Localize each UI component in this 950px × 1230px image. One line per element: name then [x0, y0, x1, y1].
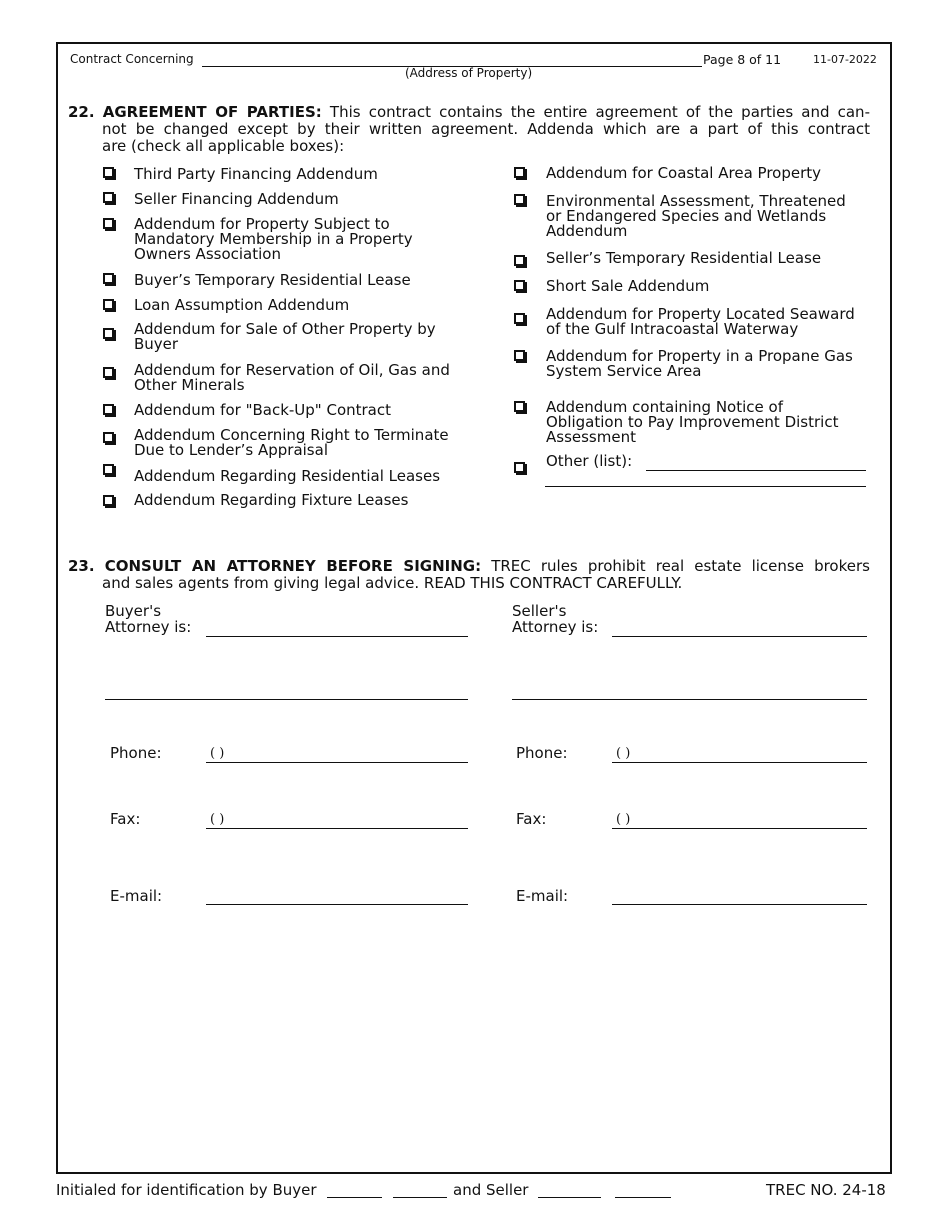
right-addendum-label	[546, 251, 821, 266]
section-23-number: 23.	[68, 557, 95, 575]
buyer-attorney-field-2[interactable]	[105, 684, 468, 700]
section-22-text-2: not be changed except by their written agreement. Addenda which are a part of this contract	[102, 120, 870, 138]
seller-email-field[interactable]	[612, 888, 867, 905]
left-addendum-label-line: Addendum for Sale of Other Property by	[134, 320, 436, 338]
right-addendum-label	[546, 166, 821, 181]
seller-phone-area-code: ( )	[616, 746, 631, 761]
right-addendum-label-line: Addendum containing Notice of	[546, 398, 783, 416]
section-22-number: 22.	[68, 103, 95, 121]
left-addendum-label	[134, 298, 349, 313]
right-addendum-checkbox[interactable]	[514, 401, 525, 412]
section-23-intro	[68, 558, 870, 592]
left-addendum-checkbox[interactable]	[103, 404, 114, 415]
other-list-field-2[interactable]	[545, 474, 866, 487]
buyer-email-field[interactable]	[206, 888, 468, 905]
left-addendum-label-line: Addendum Concerning Right to Terminate	[134, 426, 449, 444]
left-addendum-checkbox[interactable]	[103, 495, 114, 506]
right-addendum-label-line: Environmental Assessment, Threatened	[546, 192, 846, 210]
left-addendum-label-line: Addendum Regarding Residential Leases	[134, 467, 441, 485]
buyer-fax-area-code: ( )	[210, 812, 225, 827]
seller-phone-label: Phone:	[516, 744, 568, 762]
right-addendum-label-line: Addendum for Coastal Area Property	[546, 164, 822, 182]
right-addendum-label-line: Addendum	[546, 222, 628, 240]
seller-fax-field[interactable]	[612, 812, 867, 829]
right-addendum-label	[546, 194, 846, 239]
buyer-phone-label: Phone:	[110, 744, 162, 762]
right-addendum-checkbox[interactable]	[514, 462, 525, 473]
left-addendum-label-line: Addendum for Reservation of Oil, Gas and	[134, 361, 450, 379]
buyer-initial-1[interactable]	[327, 1181, 382, 1198]
buyer-fax-field[interactable]	[206, 812, 468, 829]
right-addendum-label	[546, 279, 709, 294]
buyer-initial-2[interactable]	[393, 1181, 447, 1198]
seller-fax-label: Fax:	[516, 810, 547, 828]
contract-concerning-label: Contract Concerning	[70, 52, 194, 66]
section-23-heading: CONSULT AN ATTORNEY BEFORE SIGNING:	[104, 557, 482, 575]
right-addendum-label	[546, 454, 632, 469]
right-addendum-checkbox[interactable]	[514, 167, 525, 178]
left-addendum-checkbox[interactable]	[103, 218, 114, 229]
right-addendum-label-line: Addendum for Property in a Propane Gas	[546, 347, 853, 365]
buyer-attorney-label-2: Attorney is:	[105, 618, 192, 636]
buyer-email-label: E-mail:	[110, 887, 163, 905]
seller-attorney-label-1: Seller's	[512, 602, 567, 620]
footer-and-seller: and Seller	[453, 1181, 529, 1199]
left-addendum-checkbox[interactable]	[103, 328, 114, 339]
seller-attorney-field[interactable]	[612, 620, 867, 637]
seller-attorney-label	[512, 603, 598, 635]
left-addendum-checkbox[interactable]	[103, 167, 114, 178]
right-addendum-label-line: Assessment	[546, 428, 636, 446]
right-addendum-label-line: Other (list):	[546, 452, 633, 470]
left-addendum-label	[134, 363, 450, 393]
buyer-attorney-label-1: Buyer's	[105, 602, 162, 620]
page-number: Page 8 of 11	[703, 52, 782, 67]
property-address-field[interactable]	[202, 52, 702, 67]
left-addendum-checkbox[interactable]	[103, 432, 114, 443]
left-addendum-label-line: Addendum Regarding Fixture Leases	[134, 491, 409, 509]
buyer-phone-area-code: ( )	[210, 746, 225, 761]
buyer-attorney-field[interactable]	[206, 620, 468, 637]
section-22-heading: AGREEMENT OF PARTIES:	[102, 103, 322, 121]
right-addendum-checkbox[interactable]	[514, 313, 525, 324]
left-addendum-label-line: Buyer’s Temporary Residential Lease	[134, 271, 411, 289]
address-caption: (Address of Property)	[405, 66, 533, 80]
left-addendum-checkbox[interactable]	[103, 464, 114, 475]
seller-attorney-label-2: Attorney is:	[512, 618, 599, 636]
left-addendum-label-line: Seller Financing Addendum	[134, 190, 339, 208]
left-addendum-label-line: Buyer	[134, 335, 179, 353]
right-addendum-checkbox[interactable]	[514, 350, 525, 361]
left-addendum-label-line: Mandatory Membership in a Property	[134, 230, 413, 248]
left-addendum-label	[134, 403, 391, 418]
right-addendum-label-line: System Service Area	[546, 362, 702, 380]
right-addendum-label	[546, 307, 855, 337]
right-addendum-label-line: of the Gulf Intracoastal Waterway	[546, 320, 799, 338]
section-22-intro	[68, 104, 870, 155]
form-date: 11-07-2022	[813, 53, 877, 66]
seller-fax-area-code: ( )	[616, 812, 631, 827]
left-addendum-label	[134, 167, 378, 182]
right-addendum-label-line: Addendum for Property Located Seaward	[546, 305, 855, 323]
right-addendum-label-line: Obligation to Pay Improvement District	[546, 413, 839, 431]
right-addendum-label-line: Seller’s Temporary Residential Lease	[546, 249, 822, 267]
seller-phone-field[interactable]	[612, 746, 867, 763]
seller-initial-2[interactable]	[615, 1181, 671, 1198]
left-addendum-label-line: Owners Association	[134, 245, 281, 263]
left-addendum-checkbox[interactable]	[103, 192, 114, 203]
left-addendum-label-line: Addendum for Property Subject to	[134, 215, 390, 233]
section-22-text-1: This contract contains the entire agreement of the parties and can-	[329, 103, 870, 121]
section-23-text-1: TREC rules prohibit real estate license brokers	[491, 557, 870, 575]
left-addendum-label	[134, 192, 339, 207]
right-addendum-checkbox[interactable]	[514, 255, 525, 266]
left-addendum-label-line: Addendum for "Back-Up" Contract	[134, 401, 391, 419]
footer-initialed-text: Initialed for identification by Buyer	[56, 1181, 317, 1199]
right-addendum-label	[546, 349, 853, 379]
left-addendum-label	[134, 322, 436, 352]
left-addendum-label-line: Due to Lender’s Appraisal	[134, 441, 328, 459]
left-addendum-checkbox[interactable]	[103, 367, 114, 378]
left-addendum-label	[134, 273, 411, 288]
left-addendum-label-line: Other Minerals	[134, 376, 245, 394]
seller-initial-1[interactable]	[538, 1181, 601, 1198]
left-addendum-label	[134, 428, 449, 458]
left-addendum-checkbox[interactable]	[103, 299, 114, 310]
other-list-field-1[interactable]	[646, 456, 866, 471]
section-22-text-3: are (check all applicable boxes):	[102, 137, 345, 155]
left-addendum-label	[134, 217, 413, 262]
buyer-attorney-label	[105, 603, 191, 635]
right-addendum-label	[546, 400, 838, 445]
buyer-fax-label: Fax:	[110, 810, 141, 828]
section-23-text-2: and sales agents from giving legal advice. READ THIS CONTRACT CAREFULLY.	[102, 574, 683, 592]
left-addendum-label	[134, 493, 408, 508]
form-number: TREC NO. 24-18	[766, 1181, 886, 1199]
right-addendum-label-line: Short Sale Addendum	[546, 277, 710, 295]
right-addendum-label-line: or Endangered Species and Wetlands	[546, 207, 827, 225]
right-addendum-checkbox[interactable]	[514, 280, 525, 291]
left-addendum-checkbox[interactable]	[103, 273, 114, 284]
left-addendum-label	[134, 469, 440, 484]
left-addendum-label-line: Third Party Financing Addendum	[134, 165, 378, 183]
seller-email-label: E-mail:	[516, 887, 569, 905]
right-addendum-checkbox[interactable]	[514, 194, 525, 205]
seller-attorney-field-2[interactable]	[512, 684, 867, 700]
left-addendum-label-line: Loan Assumption Addendum	[134, 296, 350, 314]
buyer-phone-field[interactable]	[206, 746, 468, 763]
